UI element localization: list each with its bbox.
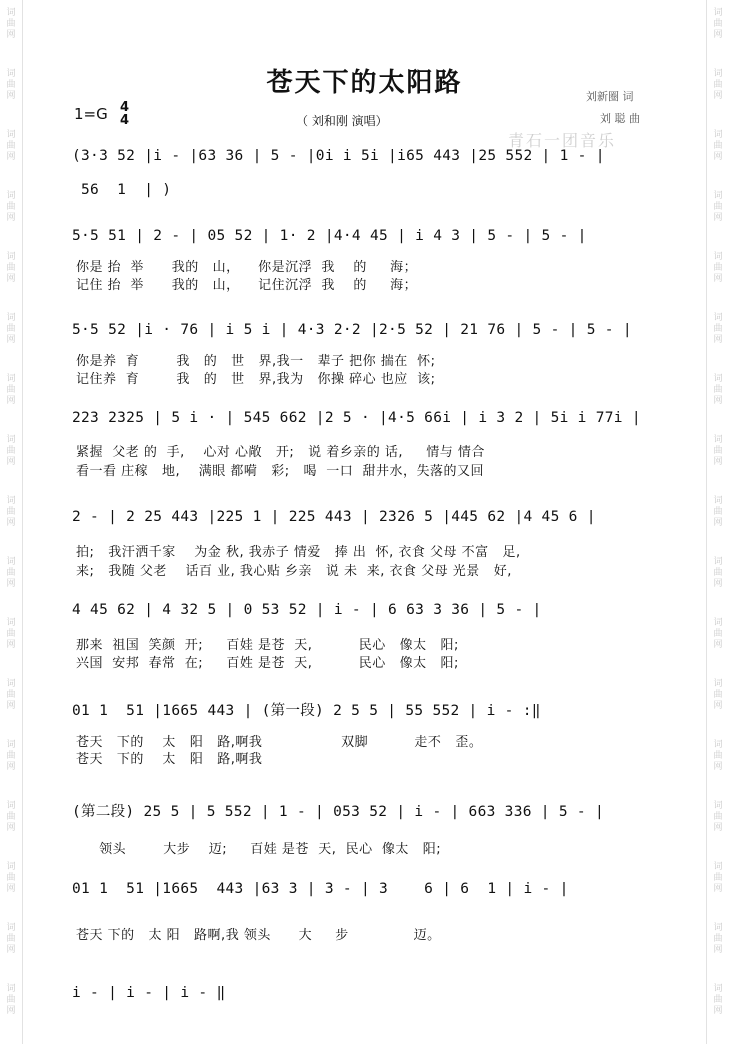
meter-top: 4 (120, 100, 130, 115)
row7-notes: (第二段) 25 5 | 5 552 | 1 - | 053 52 | i - | 663 336 | 5 - | (72, 804, 605, 820)
row6-notes: 01 1 51 |1665 443 | (第一段) 2 5 5 | 55 552 | i - :‖ (72, 703, 541, 719)
watermark-text: 词 曲 网 (713, 618, 723, 650)
intro-notes-2: 56 1 | ) (72, 182, 172, 198)
row2-lyric-verse2: 记住养 育 我 的 世 界,我为 你操 碎心 也应 该; (76, 372, 436, 387)
row8-lyric: 苍天 下的 太 阳 路啊,我 领头 大 步 迈。 (76, 928, 441, 943)
song-title: 苍天下的太阳路 (266, 68, 463, 98)
watermark-text: 词 曲 网 (6, 191, 16, 223)
composer-credit: 刘 聪 曲 (600, 112, 640, 125)
row2-lyric-verse1: 你是养 育 我 的 世 界,我一 辈子 把你 揣在 怀; (76, 354, 436, 369)
row3-lyric-verse1: 紧握 父老 的 手, 心对 心敞 开; 说 着乡亲的 话, 情与 情合 (76, 445, 485, 460)
key-signature: 1=G (74, 105, 108, 123)
watermark-text: 词 曲 网 (713, 496, 723, 528)
time-signature (120, 101, 129, 127)
row4-lyric-verse1: 拍; 我汗洒千家 为金 秋, 我赤子 情爱 捧 出 怀, 衣食 父母 不富 足, (76, 545, 521, 560)
watermark-text: 词 曲 网 (713, 8, 723, 40)
meter-bottom: 4 (120, 113, 130, 128)
watermark-text: 词 曲 网 (6, 618, 16, 650)
watermark-text: 词 曲 网 (6, 496, 16, 528)
watermark-text: 词 曲 网 (6, 374, 16, 406)
row2-notes: 5·5 52 |i · 76 | i 5 i | 4·3 2·2 |2·5 52 | 21 76 | 5 - | 5 - | (72, 322, 632, 338)
intro-notes-1: (3·3 52 |i - |63 36 | 5 - |0i i 5i |i65 443 |25 552 | 1 - | (72, 148, 605, 164)
singer-credit: （ 刘和刚 演唱） (296, 114, 388, 128)
watermark-text: 词 曲 网 (6, 130, 16, 162)
watermark-text: 词 曲 网 (713, 435, 723, 467)
watermark-text: 词 曲 网 (713, 313, 723, 345)
watermark-text: 词 曲 网 (713, 923, 723, 955)
watermark-text: 词 曲 网 (713, 679, 723, 711)
row1-lyric-verse1: 你是 抬 举 我的 山， 你是沉浮 我 的 海； (76, 260, 418, 275)
watermark-text: 词 曲 网 (6, 923, 16, 955)
watermark-text: 词 曲 网 (713, 801, 723, 833)
watermark-text: 词 曲 网 (713, 252, 723, 284)
watermark-text: 词 曲 网 (6, 557, 16, 589)
watermark-text: 词 曲 网 (713, 984, 723, 1016)
watermark-text: 词 曲 网 (6, 740, 16, 772)
row6-lyric-verse1: 苍天 下的 太 阳 路,啊我 双脚 走不 歪。 (76, 735, 483, 750)
watermark-text: 词 曲 网 (713, 130, 723, 162)
watermark-text: 词 曲 网 (6, 801, 16, 833)
watermark-text: 词 曲 网 (6, 252, 16, 284)
watermark-text: 词 曲 网 (713, 191, 723, 223)
watermark-text: 词 曲 网 (6, 862, 16, 894)
watermark-text: 词 曲 网 (6, 8, 16, 40)
row6-lyric-verse2: 苍天 下的 太 阳 路,啊我 (76, 752, 263, 767)
watermark-text: 词 曲 网 (6, 984, 16, 1016)
row5-notes: 4 45 62 | 4 32 5 | 0 53 52 | i - | 6 63 3 36 | 5 - | (72, 602, 542, 618)
watermark-text: 词 曲 网 (713, 374, 723, 406)
row1-lyric-verse2: 记住 抬 举 我的 山， 记住沉浮 我 的 海； (76, 278, 418, 293)
row3-notes: 223 2325 | 5 i · | 545 662 |2 5 · |4·5 66i | i 3 2 | 5i i 77i | (72, 410, 641, 426)
row4-notes: 2 - | 2 25 443 |225 1 | 225 443 | 2326 5 |445 62 |4 45 6 | (72, 509, 596, 525)
watermark-text: 词 曲 网 (6, 679, 16, 711)
row3-lyric-verse2: 看一看 庄稼 地, 满眼 都嗬 彩; 喝 一口 甜井水，失落的又回 (76, 464, 485, 479)
row9-notes: i - | i - | i - ‖ (72, 985, 226, 1001)
watermark-text: 词 曲 网 (713, 740, 723, 772)
row5-lyric-verse1: 那来 祖国 笑颜 开; 百娃 是苍 天, 民心 像太 阳; (76, 638, 459, 653)
watermark-text: 词 曲 网 (713, 557, 723, 589)
row7-lyric: 领头 大步 迈; 百娃 是苍 天, 民心 像太 阳; (76, 842, 442, 857)
publisher-stamp: 青石一团音乐 (508, 131, 617, 150)
watermark-text: 词 曲 网 (713, 69, 723, 101)
row5-lyric-verse2: 兴国 安邦 春常 在; 百姓 是苍 天, 民心 像太 阳; (76, 656, 459, 671)
watermark-text: 词 曲 网 (6, 313, 16, 345)
row1-notes: 5·5 51 | 2 - | 05 52 | 1· 2 |4·4 45 | i 4 3 | 5 - | 5 - | (72, 228, 587, 244)
row4-lyric-verse2: 来; 我随 父老 话百 业, 我心贴 乡亲 说 未 来, 衣食 父母 光景 好, (76, 564, 512, 579)
lyricist-credit: 刘新圈 词 (586, 90, 634, 103)
watermark-text: 词 曲 网 (6, 435, 16, 467)
watermark-text: 词 曲 网 (6, 69, 16, 101)
watermark-text: 词 曲 网 (713, 862, 723, 894)
row8-notes: 01 1 51 |1665 443 |63 3 | 3 - | 3 6 | 6 1 | i - | (72, 881, 569, 897)
